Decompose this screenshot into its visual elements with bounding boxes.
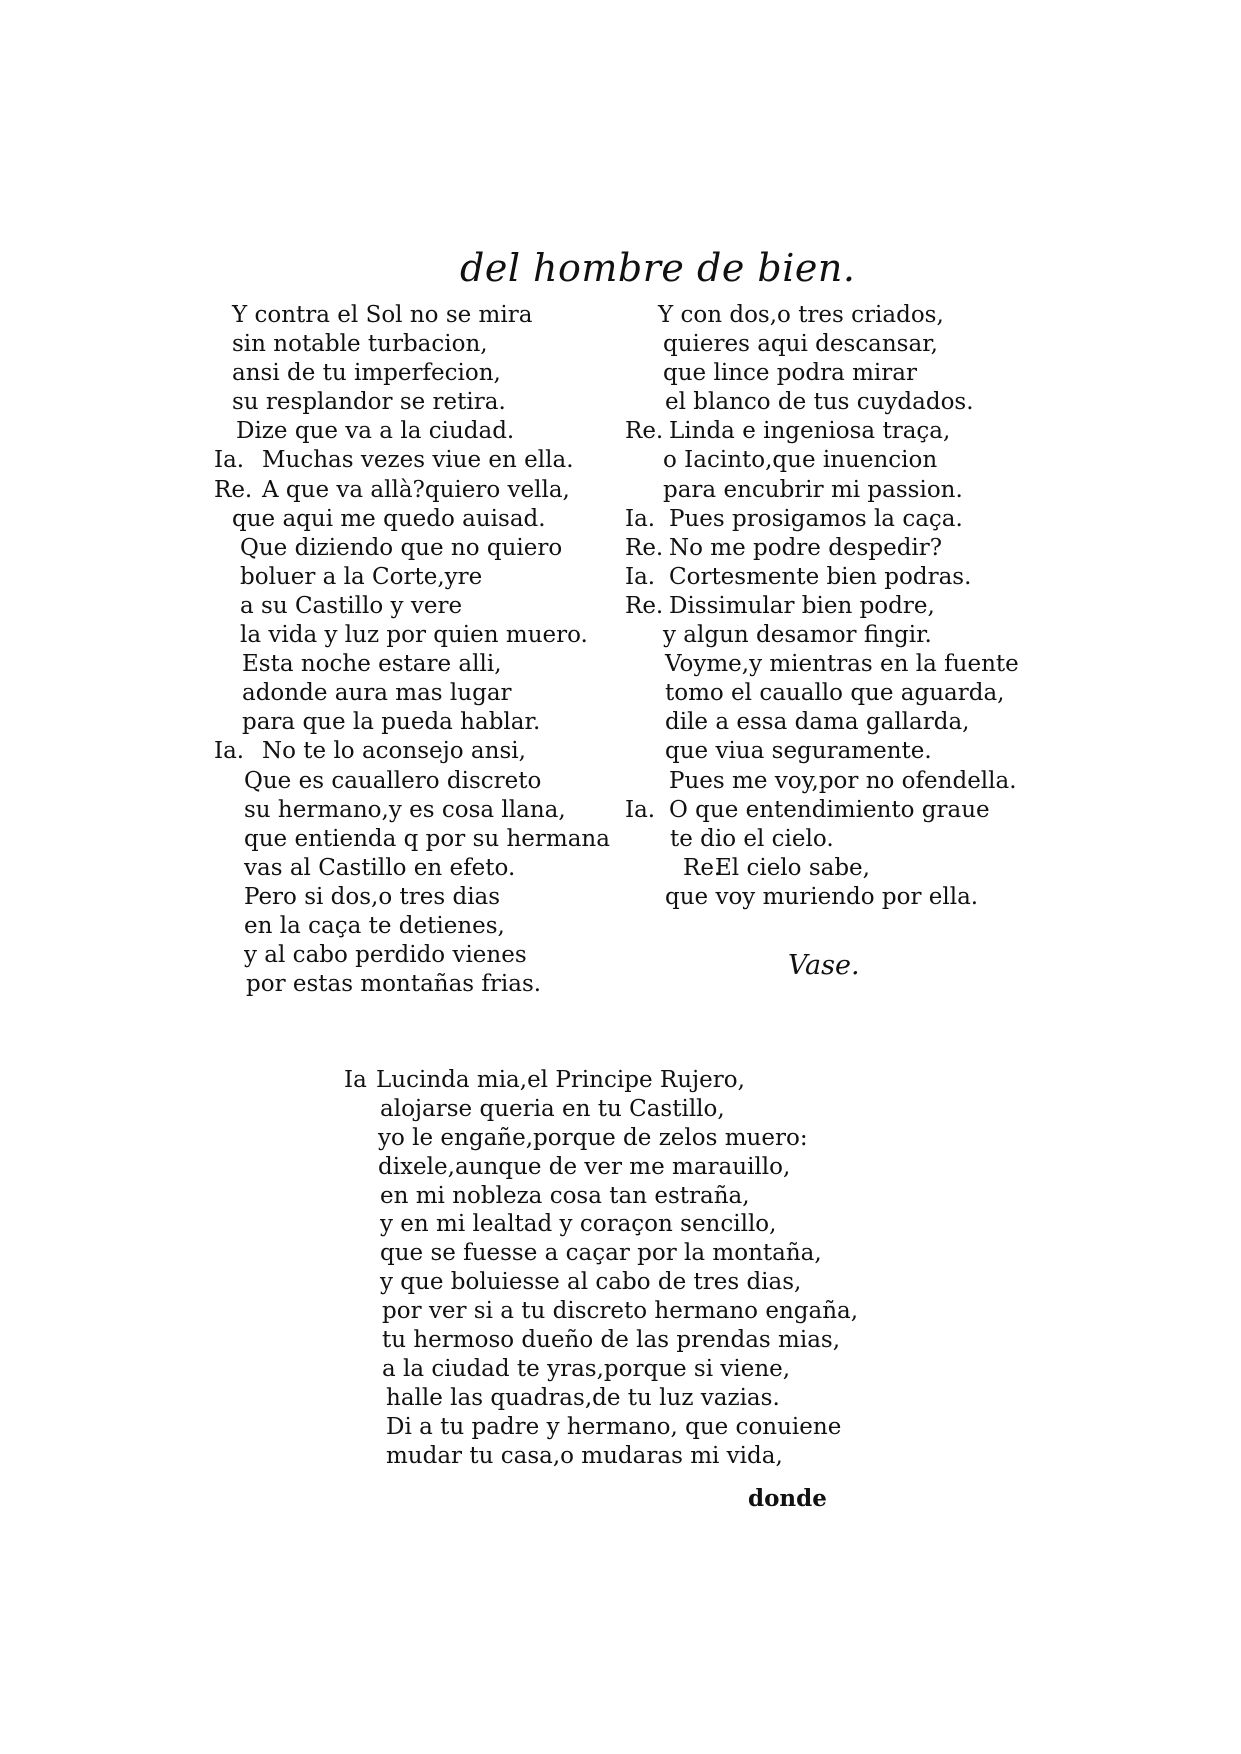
verse-line: [232, 388, 622, 417]
verse-text: halle las quadras,de tu luz vazias.: [386, 1384, 780, 1411]
verse-text: vas al Castillo en efeto.: [244, 854, 516, 881]
speaker-abbreviation: Re.: [683, 854, 722, 881]
verse-line: [346, 1413, 846, 1442]
verse-text: que se fuesse a caçar por la montaña,: [380, 1240, 822, 1267]
verse-line: [232, 825, 622, 854]
verse-text: Y contra el Sol no se mira: [232, 302, 533, 328]
verse-text: que aqui me quedo auisad.: [232, 505, 546, 532]
verse-text: y en mi lealtad y coraçon sencillo,: [380, 1211, 777, 1238]
verse-text: a su Castillo y vere: [240, 592, 463, 619]
verse-line: [232, 563, 622, 592]
speaker-abbreviation: Ia.: [214, 447, 245, 474]
verse-text: Linda e ingeniosa traça,: [669, 418, 951, 445]
verse-line: [625, 650, 1025, 679]
verse-line: [214, 737, 622, 766]
verse-text: la vida y luz por quien muero.: [240, 622, 588, 649]
verse-line: [232, 767, 622, 796]
verse-text: adonde aura mas lugar: [242, 680, 512, 707]
verse-line: [346, 1326, 846, 1355]
verse-line: [346, 1384, 846, 1413]
verse-line: [625, 679, 1025, 708]
verse-line: [625, 476, 1025, 505]
verse-line: [625, 621, 1025, 650]
speaker-abbreviation: Ia.: [625, 796, 656, 823]
verse-text: Y con dos,o tres criados,: [658, 302, 944, 328]
verse-text: para encubrir mi passion.: [663, 476, 963, 503]
verse-text: por estas montañas frias.: [246, 971, 542, 998]
verse-text: el blanco de tus cuydados.: [665, 389, 974, 416]
verse-line: [346, 1095, 846, 1124]
verse-text: tomo el cauallo que aguarda,: [665, 680, 1005, 707]
verse-line: [232, 708, 622, 737]
verse-line: [232, 912, 622, 941]
verse-line: [232, 854, 622, 883]
verse-line: [232, 330, 622, 359]
verse-text: El cielo sabe,: [715, 854, 870, 881]
verse-text: Pues prosigamos la caça.: [669, 505, 963, 532]
verse-line: [625, 592, 1025, 621]
verse-line: [232, 796, 622, 825]
verse-line: [625, 737, 1025, 766]
verse-text: Que diziendo que no quiero: [240, 534, 563, 561]
verse-text: Pues me voy,por no ofendella.: [669, 767, 1017, 794]
speaker-abbreviation: Ia.: [214, 738, 245, 765]
verse-line: [625, 854, 1025, 883]
verse-text: y que boluiesse al cabo de tres dias,: [380, 1269, 802, 1296]
verse-line: [346, 1182, 846, 1211]
verse-text: Que es cauallero discreto: [244, 767, 542, 794]
verse-line: [232, 621, 622, 650]
verse-text: que lince podra mirar: [663, 360, 917, 387]
verse-text: para que la pueda hablar.: [242, 709, 541, 736]
speaker-abbreviation: Re.: [214, 476, 253, 503]
verse-line: [346, 1268, 846, 1297]
verse-text: Voyme,y mientras en la fuente: [665, 651, 1019, 678]
stage-direction: Vase.: [788, 950, 860, 981]
verse-text: a la ciudad te yras,porque si viene,: [382, 1355, 791, 1382]
verse-line: [625, 534, 1025, 563]
verse-text: que entienda q por su hermana: [244, 825, 610, 852]
verse-line: [232, 417, 622, 446]
running-header: del hombre de bien.: [460, 246, 856, 290]
verse-line: [625, 708, 1025, 737]
catchword: donde: [748, 1485, 827, 1512]
verse-text: su hermano,y es cosa llana,: [244, 796, 566, 823]
verse-line: [625, 505, 1025, 534]
verse-line: [625, 796, 1025, 825]
verse-line: [625, 359, 1025, 388]
left-verse-column: [214, 301, 622, 999]
verse-line: [232, 883, 622, 912]
verse-line: [232, 941, 622, 970]
right-verse-column: [625, 301, 1025, 912]
verse-line: [232, 679, 622, 708]
verse-line: [232, 534, 622, 563]
verse-text: por ver si a tu discreto hermano engaña,: [382, 1298, 859, 1325]
verse-text: en mi nobleza cosa tan estraña,: [380, 1182, 750, 1209]
verse-line: [346, 1210, 846, 1239]
verse-line: [625, 563, 1025, 592]
verse-line: [214, 446, 622, 475]
verse-line: [625, 767, 1025, 796]
verse-line: [625, 417, 1025, 446]
verse-text: No me podre despedir?: [669, 534, 943, 561]
verse-text: A que va allà?quiero vella,: [262, 476, 570, 503]
verse-text: Dissimular bien podre,: [669, 592, 935, 619]
verse-text: tu hermoso dueño de las prendas mias,: [382, 1327, 841, 1354]
verse-line: [346, 1153, 846, 1182]
verse-text: o Iacinto,que inuencion: [663, 447, 938, 474]
verse-line: [232, 592, 622, 621]
verse-text: mudar tu casa,o mudaras mi vida,: [386, 1442, 783, 1469]
verse-text: su resplandor se retira.: [232, 389, 506, 416]
verse-text: te dio el cielo.: [670, 825, 834, 852]
verse-line: [232, 301, 622, 330]
verse-text: que viua seguramente.: [665, 738, 932, 765]
verse-line: [232, 970, 622, 999]
verse-text: Esta noche estare alli,: [242, 651, 502, 678]
verse-line: [346, 1442, 846, 1471]
verse-text: ansi de tu imperfecion,: [232, 360, 501, 387]
speaker-abbreviation: Ia: [344, 1067, 367, 1093]
verse-line: [232, 359, 622, 388]
verse-text: y algun desamor fingir.: [663, 622, 932, 649]
verse-line: [625, 446, 1025, 475]
verse-line: [232, 505, 622, 534]
speaker-abbreviation: Ia.: [625, 505, 656, 532]
verse-text: boluer a la Corte,yre: [240, 563, 483, 590]
verse-text: Cortesmente bien podras.: [669, 563, 972, 590]
verse-text: quieres aqui descansar,: [663, 331, 938, 358]
verse-line: [346, 1297, 859, 1326]
verse-text: Dize que va a la ciudad.: [236, 418, 515, 445]
verse-text: Pero si dos,o tres dias: [244, 883, 501, 910]
verse-text: sin notable turbacion,: [232, 331, 488, 358]
verse-line: [625, 330, 1025, 359]
verse-text: Di a tu padre y hermano, que conuiene: [386, 1413, 842, 1440]
verse-text: en la caça te detienes,: [244, 912, 505, 939]
verse-text: O que entendimiento graue: [669, 796, 990, 823]
verse-text: dixele,aunque de ver me marauillo,: [378, 1153, 791, 1180]
verse-text: dile a essa dama gallarda,: [665, 709, 970, 736]
verse-text: yo le engañe,porque de zelos muero:: [378, 1124, 808, 1151]
verse-line: [346, 1124, 846, 1153]
verse-line: [625, 825, 1025, 854]
speaker-abbreviation: Re.: [625, 418, 664, 445]
verse-text: Lucinda mia,el Principe Rujero,: [376, 1067, 745, 1093]
lower-verse-block: [344, 1066, 859, 1470]
speaker-abbreviation: Re.: [625, 592, 664, 619]
speaker-abbreviation: Re.: [625, 534, 664, 561]
verse-text: y al cabo perdido vienes: [244, 942, 527, 969]
verse-text: No te lo aconsejo ansi,: [262, 738, 526, 765]
speaker-abbreviation: Ia.: [625, 563, 656, 590]
verse-text: alojarse queria en tu Castillo,: [380, 1095, 725, 1122]
verse-line: [346, 1066, 846, 1095]
verse-line: [625, 301, 1025, 330]
verse-line: [214, 476, 622, 505]
verse-line: [346, 1355, 846, 1384]
verse-line: [346, 1239, 846, 1268]
verse-line: [232, 650, 622, 679]
verse-text: Muchas vezes viue en ella.: [262, 447, 574, 474]
verse-text: que voy muriendo por ella.: [665, 883, 979, 910]
verse-line: [625, 883, 1025, 912]
verse-line: [625, 388, 1025, 417]
